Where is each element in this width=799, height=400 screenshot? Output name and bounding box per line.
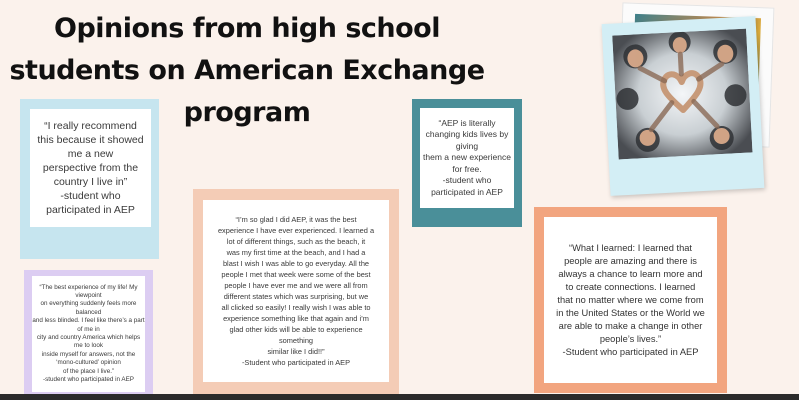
hands-heart-circle-photo: [602, 16, 765, 196]
quote-card-recommend: [20, 99, 159, 259]
quote-note: [420, 108, 514, 208]
bottom-edge-bar: [0, 394, 799, 400]
quote-note: [203, 200, 389, 382]
quote-note: [544, 217, 717, 383]
quote-card-what-i-learned: [534, 207, 727, 393]
quote-text: “What I learned: I learned that people are amazing and there is always a chance to learn more and to create connections. I learned that no matter where we come from in the United States or the World we are able to make a change in other people’s lives.” -Student who participated in AEP: [556, 242, 705, 357]
quote-note: [30, 109, 151, 227]
quote-note: [32, 276, 145, 392]
quote-card-best-experience: [24, 270, 153, 394]
quote-text: “I really recommend this because it showed me a new perspective from the country I live in” -student who participated in AEP: [37, 120, 144, 216]
quote-text: “AEP is literally changing kids lives by giving them a new experience for free. -student who participated in AEP: [423, 117, 511, 197]
quote-card-glad-i-did-aep: [193, 189, 399, 394]
hands-heart-circle-photo-icon: [612, 29, 752, 160]
page-title: Opinions from high school students on American Exchange program: [9, 13, 485, 128]
quote-card-changing-lives: [412, 99, 522, 227]
quote-text: “I’m so glad I did AEP, it was the best experience I have ever experienced. I learned a lot of different things, such as the beach, it was my first time at the beach, and I had a blast I wish I was able to go everyday. All the people I met that week were some of the best people I have ever me and we were all from different states which was surprising, but we all clicked so easily! I really wish I was able to experience something like that again and i’m glad other kids will be able to experience something similar like I did!!” -Student who participated in AEP: [217, 215, 375, 367]
quote-text: “The best experience of my life! My viewpoint on everything suddenly feels more balanced and less blinded. I feel like there’s a part of me in city and country America which helps me to look inside myself for answers, not the ‘mono-cultured’ opinion of the place I live.” -student who participated in AEP: [32, 283, 145, 384]
